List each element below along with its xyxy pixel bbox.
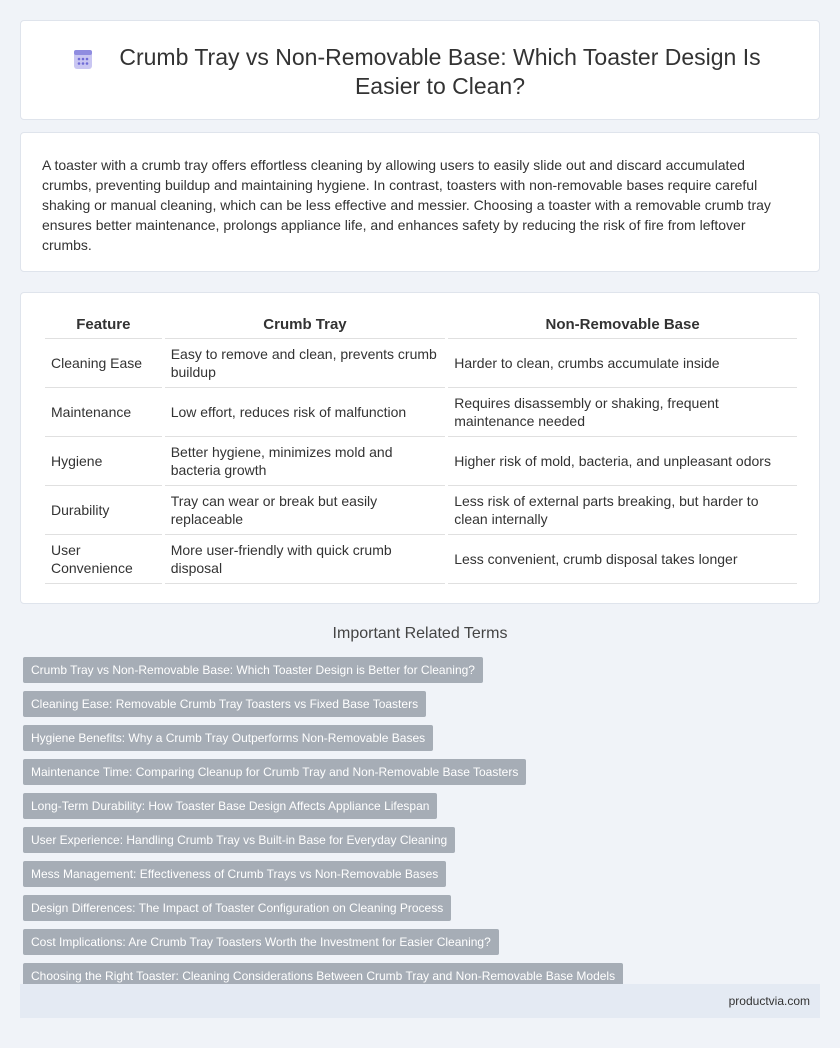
related-term-link[interactable]: User Experience: Handling Crumb Tray vs Built-in Base for Everyday Cleaning [23,827,455,853]
feature-cell: Maintenance [45,388,162,437]
related-term-link[interactable]: Hygiene Benefits: Why a Crumb Tray Outperforms Non-Removable Bases [23,725,433,751]
feature-cell: Hygiene [45,437,162,486]
footer [20,984,820,1018]
related-term-link[interactable]: Mess Management: Effectiveness of Crumb Trays vs Non-Removable Bases [23,861,446,887]
table-row [45,339,797,388]
intro-paragraph: A toaster with a crumb tray offers effortless cleaning by allowing users to easily slide out and discard accumulated crumbs, preventing buildup and maintaining hygiene. In contrast, toasters with non-removable bases require careful shaking or manual cleaning, which can be less effective and messier. Choosing a toaster with a removable crumb tray ensures better maintenance, prolongs appliance life, and enhances safety by reducing the risk of fire from leftover crumbs. [42,157,771,253]
related-terms-list [23,657,623,997]
crumb-tray-cell: Better hygiene, minimizes mold and bacteria growth [165,437,446,486]
title-card [20,20,820,120]
feature-cell: Cleaning Ease [45,339,162,388]
feature-cell: User Convenience [45,535,162,584]
table-row [45,486,797,535]
crumb-tray-cell: Easy to remove and clean, prevents crumb buildup [165,339,446,388]
related-term-link[interactable]: Long-Term Durability: How Toaster Base Design Affects Appliance Lifespan [23,793,437,819]
non-removable-cell: Higher risk of mold, bacteria, and unpleasant odors [448,437,797,486]
crumb-tray-cell: Low effort, reduces risk of malfunction [165,388,446,437]
table-header-row [45,315,797,339]
related-term-link[interactable]: Cleaning Ease: Removable Crumb Tray Toasters vs Fixed Base Toasters [23,691,426,717]
related-term-link[interactable]: Cost Implications: Are Crumb Tray Toasters Worth the Investment for Easier Cleaning? [23,929,499,955]
comparison-table [42,315,800,584]
comparison-card [20,292,820,604]
page-title: Crumb Tray vs Non-Removable Base: Which Toaster Design Is Easier to Clean? [119,44,761,99]
header-feature: Feature [45,315,162,339]
table-row [45,535,797,584]
non-removable-cell: Requires disassembly or shaking, frequent maintenance needed [448,388,797,437]
non-removable-cell: Less risk of external parts breaking, but harder to clean internally [448,486,797,535]
non-removable-cell: Harder to clean, crumbs accumulate inside [448,339,797,388]
related-term-link[interactable]: Design Differences: The Impact of Toaster Configuration on Cleaning Process [23,895,451,921]
crumb-tray-cell: More user-friendly with quick crumb disposal [165,535,446,584]
non-removable-cell: Less convenient, crumb disposal takes longer [448,535,797,584]
header-crumb-tray: Crumb Tray [165,315,446,339]
table-row [45,388,797,437]
related-terms-heading: Important Related Terms [332,625,508,642]
feature-cell: Durability [45,486,162,535]
related-term-link[interactable]: Choosing the Right Toaster: Cleaning Considerations Between Crumb Tray and Non-Removable Base Models [23,963,623,989]
header-non-removable-base: Non-Removable Base [448,315,797,339]
related-term-link[interactable]: Crumb Tray vs Non-Removable Base: Which Toaster Design is Better for Cleaning? [23,657,483,683]
intro-card [20,132,820,272]
footer-site-name: productvia.com [728,994,810,1008]
related-term-link[interactable]: Maintenance Time: Comparing Cleanup for Crumb Tray and Non-Removable Base Toasters [23,759,526,785]
crumb-tray-cell: Tray can wear or break but easily replaceable [165,486,446,535]
table-row [45,437,797,486]
